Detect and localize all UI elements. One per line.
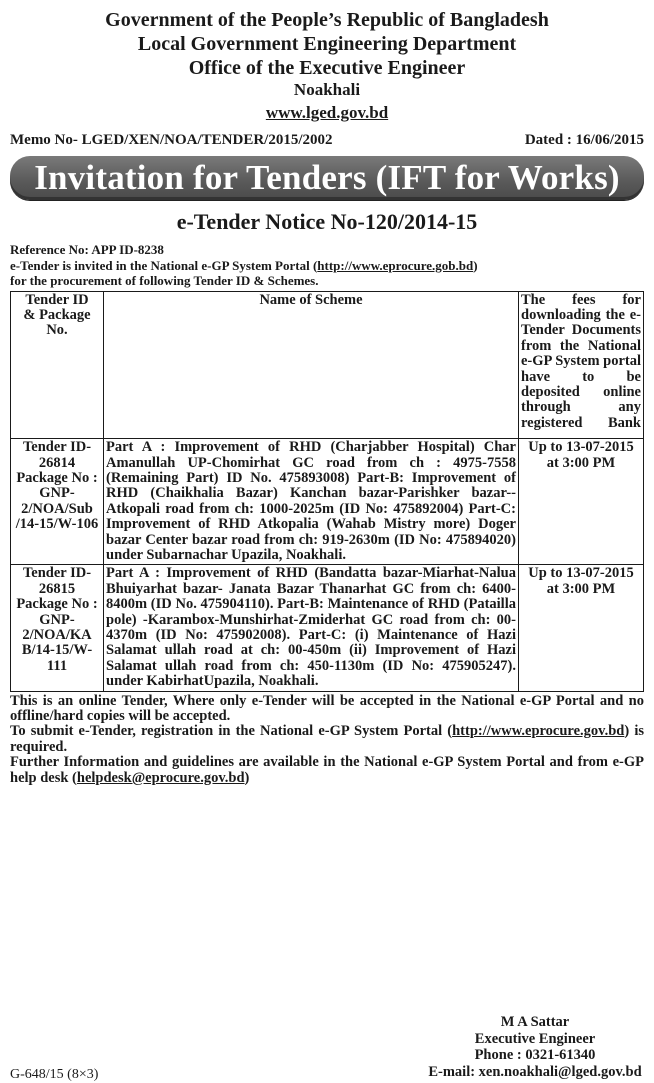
footer-block	[10, 694, 644, 786]
eprocure-gov-link[interactable]: http://www.eprocure.gov.bd	[452, 723, 625, 740]
scheme-cell: Part A : Improvement of RHD (Charjabber Hospital) Char Amanullah UP-Chomirhat GC road from ch : 4975-7558 (Remaining Part) ID No. 475893008) Part-B: Improvement of RHD (Chaikhalia Bazar) Kanchan bazar-Parishker bazar--Atkopali road from ch: 1000-2025m (ID No: 475892004) Part-C: Improvement of RHD Atkopalia (Wahab Mistry more) Doger bazar Center bazar road from ch: 919-2630m (ID No: 475894020) under Subarnachar Upazila, Noakhali.	[104, 439, 519, 565]
guidelines-text-end: )	[244, 769, 250, 786]
signatory-phone: Phone : 0321-61340	[474, 1047, 596, 1063]
memo-number: Memo No- LGED/XEN/NOA/TENDER/2015/2002	[10, 132, 333, 148]
signatory-email: E-mail: xen.noakhali@lged.gov.bd	[428, 1063, 642, 1080]
district-name: Noakhali	[293, 80, 361, 99]
deadline-cell: Up to 13-07-2015 at 3:00 PM	[519, 565, 644, 691]
helpdesk-email-link[interactable]: helpdesk@eprocure.gov.bd	[76, 769, 245, 786]
online-tender-note: This is an online Tender, Where only e-Tender will be accepted in the National e-GP Portal and no offline/hard copies will be accepted.	[10, 692, 644, 725]
intro-text: e-Tender is invited in the National e-GP System Portal (	[10, 257, 318, 273]
website-link[interactable]: www.lged.gov.bd	[265, 103, 389, 122]
intro-line	[10, 258, 644, 274]
government-name: Government of the People’s Republic of Bangladesh	[105, 9, 549, 31]
header-tender-id-text: Tender ID & Package No.	[23, 291, 91, 339]
signature-block	[420, 1014, 650, 1080]
header-tender-id	[11, 291, 104, 439]
guidelines-note	[10, 755, 644, 786]
department-name: Local Government Engineering Department	[137, 33, 517, 55]
tender-table	[10, 291, 644, 692]
registration-note	[10, 724, 644, 755]
table-row	[11, 565, 644, 691]
tender-id-cell: Tender ID-26814 Package No : GNP-2/NOA/Sub /14-15/W-106	[11, 439, 104, 565]
registration-text: To submit e-Tender, registration in the National e-GP System Portal (	[10, 723, 453, 740]
tender-id-cell: Tender ID-26815 Package No : GNP-2/NOA/KA B/14-15/W-111	[11, 565, 104, 691]
ad-code: G-648/15 (8×3)	[10, 1067, 99, 1082]
memo-row	[10, 130, 644, 150]
guidelines-text: Further Information and guidelines are available in the National e-GP System Portal and from e-GP help desk (	[10, 754, 644, 786]
header-block	[10, 8, 644, 124]
intro-text-close: )	[473, 257, 478, 273]
scheme-cell: Part A : Improvement of RHD (Bandatta bazar-Miarhat-Nalua Bhuiyarhat bazar- Janata Bazar Thanarhat GC from ch: 6400-8400m (ID No. 475904110). Part-B: Maintenance of RHD (Patailla pole) -Karambox-Munshirhat-Zmiderhat GC road from ch: 00-4370m (ID No: 475902008). Part-C: (i) Maintenance of Hazi Salamat ullah road at ch: 00-450m (ii) Improvement of Hazi Salamat ullah road from ch: 450-1130m (ID No: 475905247). under KabirhatUpazila, Noakhali.	[104, 565, 519, 691]
memo-date: Dated : 16/06/2015	[524, 132, 644, 148]
table-header-row	[11, 291, 644, 439]
header-fees-text: The fees for downloading the e-Tender Documents from the National e-GP System portal have to be deposited online through any registered Bank	[521, 291, 642, 431]
eprocure-link[interactable]: http://www.eprocure.gob.bd	[317, 257, 474, 273]
table-row	[11, 439, 644, 565]
signatory-name: M A Sattar	[500, 1014, 570, 1030]
intro-procurement-line: for the procurement of following Tender ID & Schemes.	[10, 273, 319, 288]
signatory-title: Executive Engineer	[474, 1030, 596, 1047]
office-name: Office of the Executive Engineer	[188, 57, 466, 79]
registration-text-end: ) is required.	[10, 723, 645, 755]
notice-title: e-Tender Notice No-120/2014-15	[176, 209, 478, 234]
header-scheme-name: Name of Scheme	[104, 291, 519, 439]
reference-number: Reference No: APP ID-8238	[10, 242, 164, 257]
deadline-cell: Up to 13-07-2015 at 3:00 PM	[519, 439, 644, 565]
ift-banner: Invitation for Tenders (IFT for Works)	[10, 156, 644, 200]
intro-block	[10, 242, 644, 289]
header-fees	[519, 291, 644, 439]
